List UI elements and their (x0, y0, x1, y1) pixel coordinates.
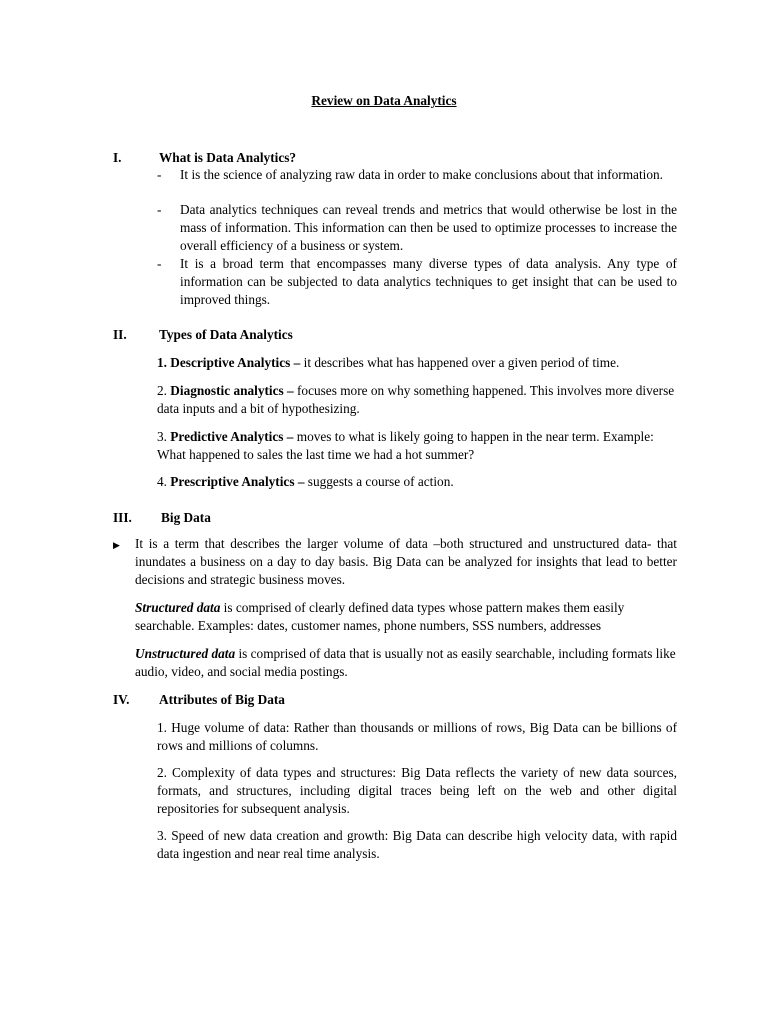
analytics-type-item (157, 382, 677, 418)
structured-desc: is comprised of clearly defined data types whose pattern makes them easily searchable. Examples: dates, customer names, phone numbers, SSS numbers, addresses (135, 600, 625, 633)
item-term: Descriptive Analytics – (170, 355, 301, 370)
section-4-number: IV. (113, 692, 130, 707)
section-4-heading: Attributes of Big Data (159, 692, 285, 707)
item-term: Diagnostic analytics – (170, 383, 294, 398)
item-prefix: 2. (157, 383, 171, 398)
attribute-item: 2. Complexity of data types and structures: Big Data reflects the variety of new data sources, formats, and structures, including digital traces being left on the web and other digital repositories for subsequent analysis. (157, 765, 677, 816)
item-prefix: 4. (157, 474, 171, 489)
analytics-type-item (157, 428, 677, 464)
page-title: Review on Data Analytics (311, 93, 457, 108)
section-1-number: I. (113, 150, 122, 165)
item-desc: suggests a course of action. (304, 474, 454, 489)
dash-marker: - (157, 256, 162, 271)
bullet-text: It is the science of analyzing raw data in order to make conclusions about that information. (180, 167, 663, 182)
item-prefix: 3. (157, 429, 171, 444)
section-2-number: II. (113, 327, 127, 342)
item-term: Prescriptive Analytics – (170, 474, 305, 489)
item-desc: it describes what has happened over a given period of time. (300, 355, 620, 370)
dash-marker: - (157, 167, 162, 182)
section-2-heading: Types of Data Analytics (159, 327, 293, 342)
bullet-text: It is a broad term that encompasses many diverse types of data analysis. Any type of information can be subjected to data analytics techniques to get insight that can be used to improved things. (180, 256, 677, 307)
unstructured-data-paragraph (135, 645, 677, 681)
item-desc: moves to what is likely going to happen in the near term. Example: What happened to sales the last time we had a hot summer? (157, 429, 654, 462)
bullet-text: Data analytics techniques can reveal trends and metrics that would otherwise be lost in the mass of information. This information can then be used to optimize processes to increase the overall efficiency of a business or system. (180, 202, 677, 253)
item-term: Predictive Analytics – (170, 429, 294, 444)
section-1-heading: What is Data Analytics? (159, 150, 297, 165)
attribute-item: 3. Speed of new data creation and growth: Big Data can describe high velocity data, with rapid data ingestion and near real time analysis. (157, 828, 677, 861)
unstructured-desc: is comprised of data that is usually not as easily searchable, including formats like audio, video, and social media postings. (135, 646, 676, 679)
analytics-type-item (157, 473, 677, 491)
attribute-item: 1. Huge volume of data: Rather than thousands or millions of rows, Big Data can be billions of rows and millions of columns. (157, 720, 677, 753)
analytics-type-item (157, 354, 677, 372)
item-desc: focuses more on why something happened. This involves more diverse data inputs and a bit of hypothesizing. (157, 383, 675, 416)
dash-marker: - (157, 202, 162, 217)
unstructured-term: Unstructured data (135, 646, 236, 661)
structured-term: Structured data (135, 600, 221, 615)
big-data-definition: It is a term that describes the larger volume of data –both structured and unstructured data- that inundates a business on a day to day basis. Big Data can be analyzed for insights that lead to better decisions and strategic business moves. (135, 536, 677, 587)
arrow-bullet-icon: ▶ (113, 540, 120, 550)
structured-data-paragraph (135, 599, 677, 635)
section-3-number: III. (113, 510, 132, 525)
item-prefix: 1. (157, 355, 171, 370)
section-3-heading: Big Data (161, 510, 211, 525)
